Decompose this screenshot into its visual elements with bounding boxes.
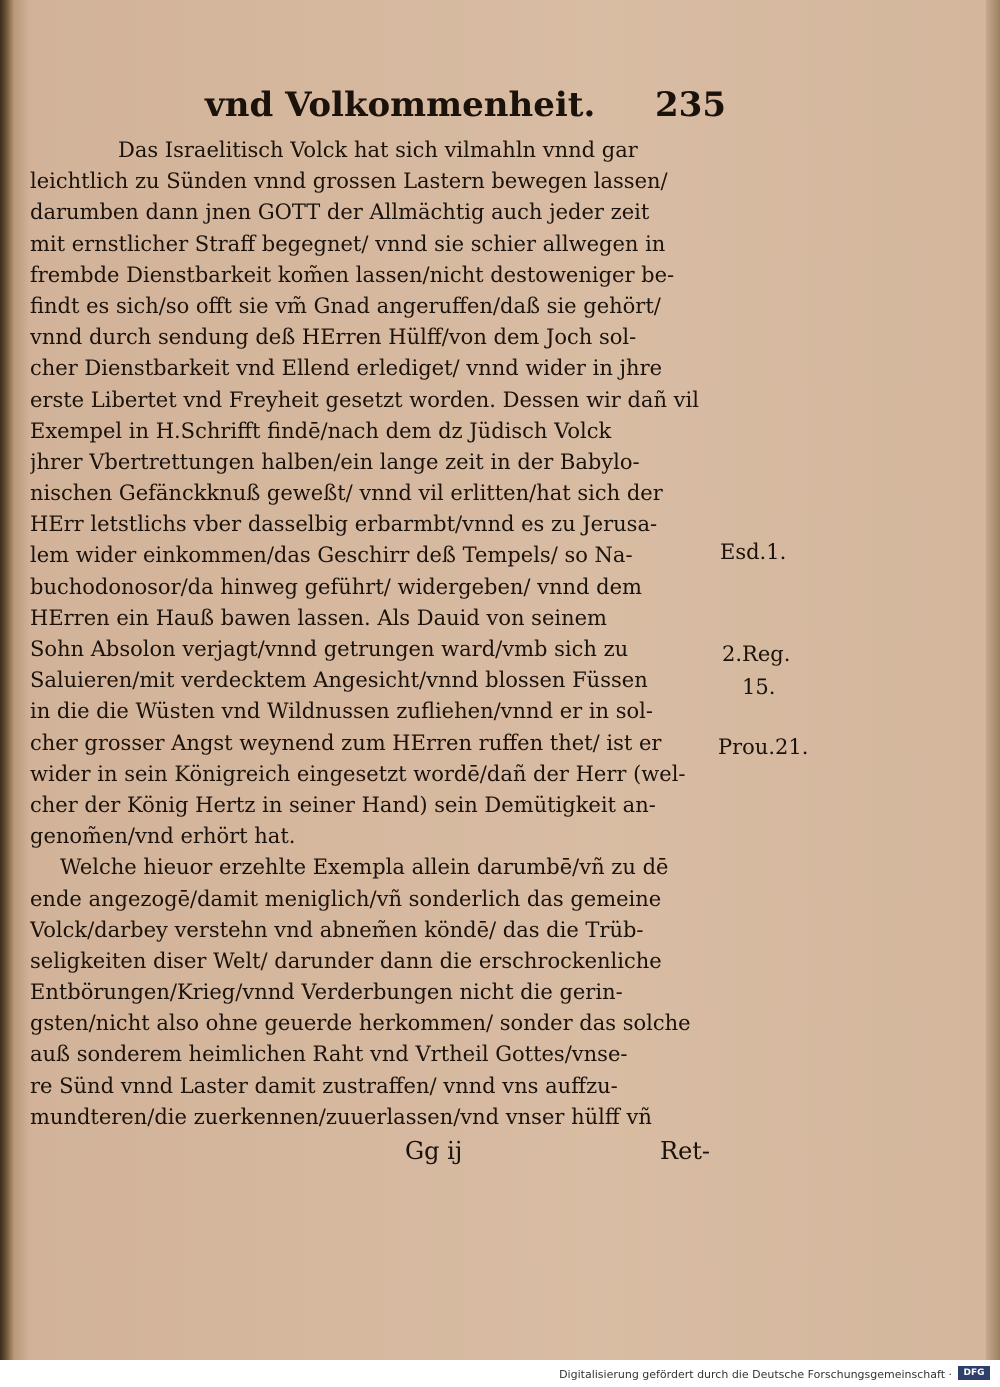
text-line: genom̃en/vnd erhört hat. [30,824,296,849]
text-line: Saluieren/mit verdecktem Angesicht/vnnd blossen Füssen [30,668,648,693]
dfg-logo: DFG [958,1366,990,1380]
text-line: Welche hieuor erzehlte Exempla allein darumbē/vñ zu dē [60,855,669,880]
text-line: mit ernstlicher Straff begegnet/ vnnd sie schier allwegen in [30,231,666,256]
text-line: wider in sein Königreich eingesetzt wordē/dañ der Herr (wel- [30,761,686,786]
text-line: findt es sich/so offt sie vm̃ Gnad angeruffen/daß sie gehört/ [30,293,661,318]
signature-mark: Gg ij [405,1137,463,1165]
text-line: ende angezogē/damit meniglich/vñ sonderlich das gemeine [30,886,662,911]
marginal-note-reg: 2.Reg. [722,642,791,666]
text-line: HErren ein Hauß bawen lassen. Als Dauid von seinem [30,605,607,630]
text-line: Volck/darbey verstehn vnd abnem̃en köndē/ das die Trüb- [30,917,644,942]
text-line: in die die Wüsten vnd Wildnussen zufliehen/vnnd er in sol- [30,699,653,724]
text-line: re Sünd vnnd Laster damit zustraffen/ vnnd vns auffzu- [30,1073,618,1098]
text-line: frembde Dienstbarkeit kom̃en lassen/nicht destoweniger be- [30,262,675,287]
text-line: seligkeiten diser Welt/ darunder dann die erschrockenliche [30,948,662,973]
text-line: jhrer Vbertrettungen halben/ein lange zeit in der Babylo- [30,449,640,474]
body-text [30,135,730,1133]
text-line: vnnd durch sendung deß HErren Hülff/von dem Joch sol- [30,325,637,350]
text-line: Sohn Absolon verjagt/vnnd getrungen ward/vmb sich zu [30,637,629,661]
text-line: gsten/nicht also ohne geuerde herkommen/ sonder das solche [30,1011,691,1036]
page-number: 235 [655,85,726,125]
text-line: Das Israelitisch Volck hat sich vilmahln vnnd gar [118,138,638,162]
marginal-note-reg-chapter: 15. [742,675,776,699]
text-line: Entbörungen/Krieg/vnnd Verderbungen nicht die gerin- [30,980,623,1005]
digitization-credit-bar [0,1360,1000,1387]
marginal-note-proverbs: Prou.21. [718,735,809,759]
text-line: lem wider einkommen/das Geschirr deß Tempels/ so Na- [30,543,633,568]
credit-text: Digitalisierung gefördert durch die Deutsche Forschungsgemeinschaft · [559,1368,952,1381]
text-line: cher Dienstbarkeit vnd Ellend erlediget/ vnnd wider in jhre [30,356,663,381]
text-line: darumben dann jnen GOTT der Allmächtig auch jeder zeit [30,200,650,225]
page-text-block [30,85,730,1177]
text-line: cher grosser Angst weynend zum HErren ruffen thet/ ist er [30,730,662,755]
text-line: mundteren/die zuerkennen/zuuerlassen/vnd vnser hülff vñ [30,1104,652,1129]
text-line: cher der König Hertz in seiner Hand) sein Demütigkeit an- [30,792,656,817]
text-line: HErr letstlichs vber dasselbig erbarmbt/vnnd es zu Jerusa- [30,512,658,537]
text-line: buchodonosor/da hinweg geführt/ widergeben/ vnnd dem [30,574,642,599]
page-header [30,85,730,135]
page-footer [30,1137,730,1177]
text-line: nischen Gefänckknuß geweßt/ vnnd vil erlitten/hat sich der [30,481,663,506]
running-head: vnd Volkommenheit. [205,85,596,125]
text-line: leichtlich zu Sünden vnnd grossen Lastern bewegen lassen/ [30,169,668,194]
text-line: Exempel in H.Schrifft findē/nach dem dz Jüdisch Volck [30,418,612,443]
catchword: Ret- [660,1137,711,1165]
text-line: auß sonderem heimlichen Raht vnd Vrtheil Gottes/vnse- [30,1042,628,1067]
marginal-note-esdras: Esd.1. [720,540,787,564]
text-line: erste Libertet vnd Freyheit gesetzt worden. Dessen wir dañ vil [30,387,699,412]
